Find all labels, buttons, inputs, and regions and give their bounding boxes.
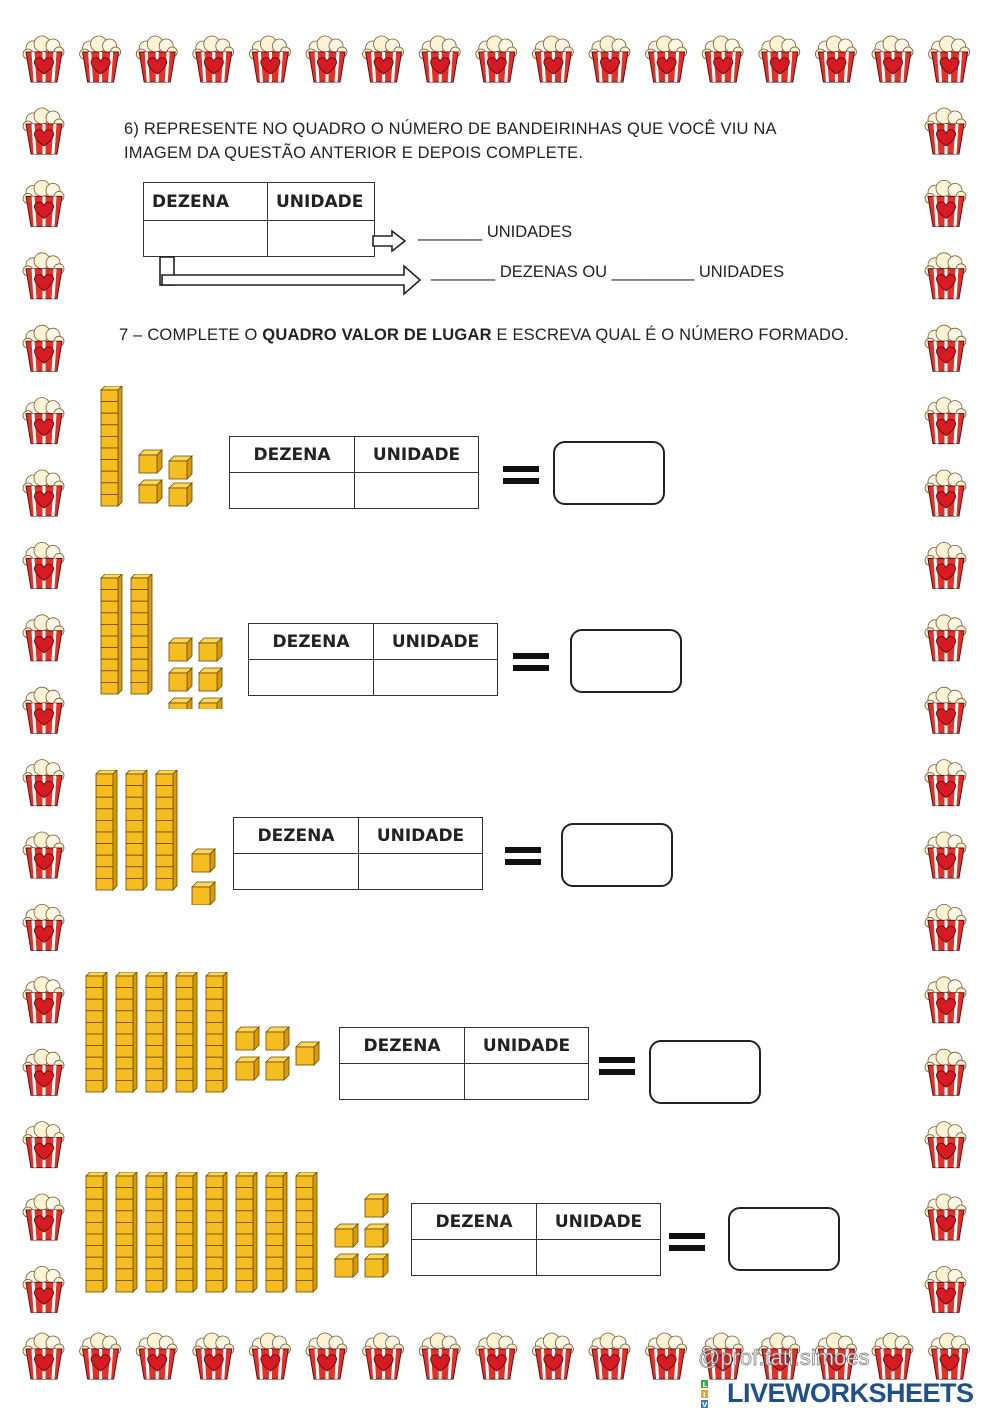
dezena-cell[interactable] [249,660,374,696]
unit-cube-icon [169,668,192,691]
ten-rod-icon [101,574,122,694]
popcorn-heart-icon [929,1333,970,1379]
base-ten-blocks [0,386,213,521]
popcorn-heart-icon [249,1333,290,1379]
popcorn-heart-icon [23,1333,64,1379]
popcorn-heart-icon [476,1333,517,1379]
popcorn-heart-icon [925,1049,966,1095]
answer-box[interactable] [649,1040,761,1104]
popcorn-heart-icon [872,1333,913,1379]
brand-name: LIVEWORKSHEETS [727,1378,974,1408]
ten-rod-icon [126,770,147,890]
popcorn-heart-icon [419,1333,460,1379]
ten-rod-icon [266,1172,287,1292]
ten-rod-icon [86,1172,107,1292]
dezena-cell[interactable] [230,473,355,509]
ten-rod-icon [146,972,167,1092]
unit-cube-icon [296,1042,319,1065]
unit-cube-icon [365,1194,388,1217]
author-watermark: @prof.tati.simoes [698,1345,870,1370]
base-ten-blocks [0,770,266,905]
answer-box[interactable] [570,629,682,693]
answer-box[interactable] [728,1207,840,1271]
ten-rod-icon [146,1172,167,1292]
unit-cube-icon [169,698,192,709]
popcorn-heart-icon [925,1266,966,1312]
ten-rod-icon [236,1172,257,1292]
outline-arrow-right-icon [162,266,420,294]
dezena-cell[interactable] [234,854,359,890]
unit-cube-icon [169,638,192,661]
question7-bold: QUADRO VALOR DE LUGAR [262,326,492,344]
tens-fill-line[interactable]: _______ DEZENAS OU _________ UNIDADES [431,263,785,281]
unit-cube-icon [236,1057,259,1080]
question6-line1: 6) REPRESENTE NO QUADRO O NÚMERO DE BANDEIRINHAS QUE VOCÊ VIU NA [124,120,777,138]
svg-text:V: V [702,1400,708,1409]
question7-text [119,323,887,347]
equals-icon [599,1057,635,1081]
ten-rod-icon [101,386,122,506]
unidade-header: UNIDADE [268,183,375,221]
popcorn-heart-icon [589,1333,630,1379]
unit-cube-icon [236,1027,259,1050]
unit-cube-icon [192,882,215,905]
popcorn-heart-icon [925,832,966,878]
popcorn-heart-icon [80,1333,121,1379]
base-ten-blocks [0,972,342,1107]
ten-rod-icon [176,1172,197,1292]
dezena-header: DEZENA [144,183,268,221]
popcorn-heart-icon [925,470,966,516]
unidade-cell[interactable] [537,1240,661,1276]
base-ten-blocks [0,574,275,709]
unidade-cell[interactable] [359,854,483,890]
dezena-header: DEZENA [234,818,359,854]
popcorn-heart-icon [925,398,966,444]
popcorn-heart-icon [925,542,966,588]
popcorn-heart-icon [925,760,966,806]
ten-rod-icon [86,972,107,1092]
question7-suffix: E ESCREVA QUAL É O NÚMERO FORMADO. [491,326,849,344]
ten-rod-icon [131,574,152,694]
unidade-header: UNIDADE [374,624,498,660]
popcorn-heart-icon [193,1333,234,1379]
ten-rod-icon [116,1172,137,1292]
ten-rod-icon [156,770,177,890]
dezena-header: DEZENA [412,1204,537,1240]
outline-arrow-right-icon [373,231,405,251]
popcorn-heart-icon [646,1333,687,1379]
unidade-header: UNIDADE [465,1028,589,1064]
svg-text:L: L [702,1380,707,1389]
unit-cube-icon [169,456,192,479]
ten-rod-icon [206,972,227,1092]
unit-cube-icon [266,1027,289,1050]
dezena-cell[interactable] [412,1240,537,1276]
ten-rod-icon [96,770,117,890]
place-value-table [339,1027,589,1100]
popcorn-heart-icon [925,1122,966,1168]
liveworksheets-logo-icon [700,1379,724,1409]
brand-footer[interactable] [700,1378,974,1409]
place-value-table [411,1203,661,1276]
unit-cube-icon [192,849,215,872]
question7-prefix: 7 – COMPLETE O [119,326,263,344]
popcorn-heart-icon [532,1333,573,1379]
question6-line2: IMAGEM DA QUESTÃO ANTERIOR E DEPOIS COMPLETE. [124,144,584,162]
dezena-header: DEZENA [340,1028,465,1064]
ten-rod-icon [296,1172,317,1292]
popcorn-heart-icon [925,977,966,1023]
unit-cube-icon [335,1254,358,1277]
unidade-cell[interactable] [465,1064,589,1100]
popcorn-heart-icon [363,1333,404,1379]
equals-icon [669,1233,705,1257]
unit-cube-icon [199,698,222,709]
dezena-header: DEZENA [230,437,355,473]
popcorn-heart-icon [925,325,966,371]
popcorn-heart-icon [925,904,966,950]
unit-cube-icon [266,1057,289,1080]
unit-cube-icon [335,1224,358,1247]
answer-box[interactable] [561,823,673,887]
popcorn-heart-icon [23,1122,64,1168]
popcorn-heart-icon [925,615,966,661]
unidade-header: UNIDADE [359,818,483,854]
dezena-cell[interactable] [340,1064,465,1100]
equals-icon [503,466,539,490]
unidade-header: UNIDADE [355,437,479,473]
dezena-header: DEZENA [249,624,374,660]
popcorn-heart-icon [136,1333,177,1379]
units-fill-line[interactable]: _______ UNIDADES [418,223,573,241]
unit-cube-icon [199,638,222,661]
unidade-header: UNIDADE [537,1204,661,1240]
unit-cube-icon [139,480,162,503]
place-value-table [248,623,498,696]
unit-cube-icon [139,450,162,473]
unit-cube-icon [169,483,192,506]
equals-icon [513,653,549,677]
place-value-table [233,817,483,890]
equals-icon [505,847,541,871]
popcorn-heart-icon [925,1194,966,1240]
answer-box[interactable] [553,441,665,505]
place-value-table [229,436,479,509]
popcorn-heart-icon [23,904,64,950]
ten-rod-icon [116,972,137,1092]
popcorn-heart-icon [925,687,966,733]
popcorn-heart-icon [23,325,64,371]
unit-cube-icon [365,1224,388,1247]
unit-cube-icon [199,668,222,691]
question6-arrows [0,0,1000,300]
base-ten-blocks [0,1172,441,1307]
unit-cube-icon [365,1254,388,1277]
unidade-cell[interactable] [355,473,479,509]
popcorn-heart-icon [306,1333,347,1379]
ten-rod-icon [176,972,197,1092]
svg-text:I: I [703,1390,706,1399]
unidade-cell[interactable] [374,660,498,696]
ten-rod-icon [206,1172,227,1292]
